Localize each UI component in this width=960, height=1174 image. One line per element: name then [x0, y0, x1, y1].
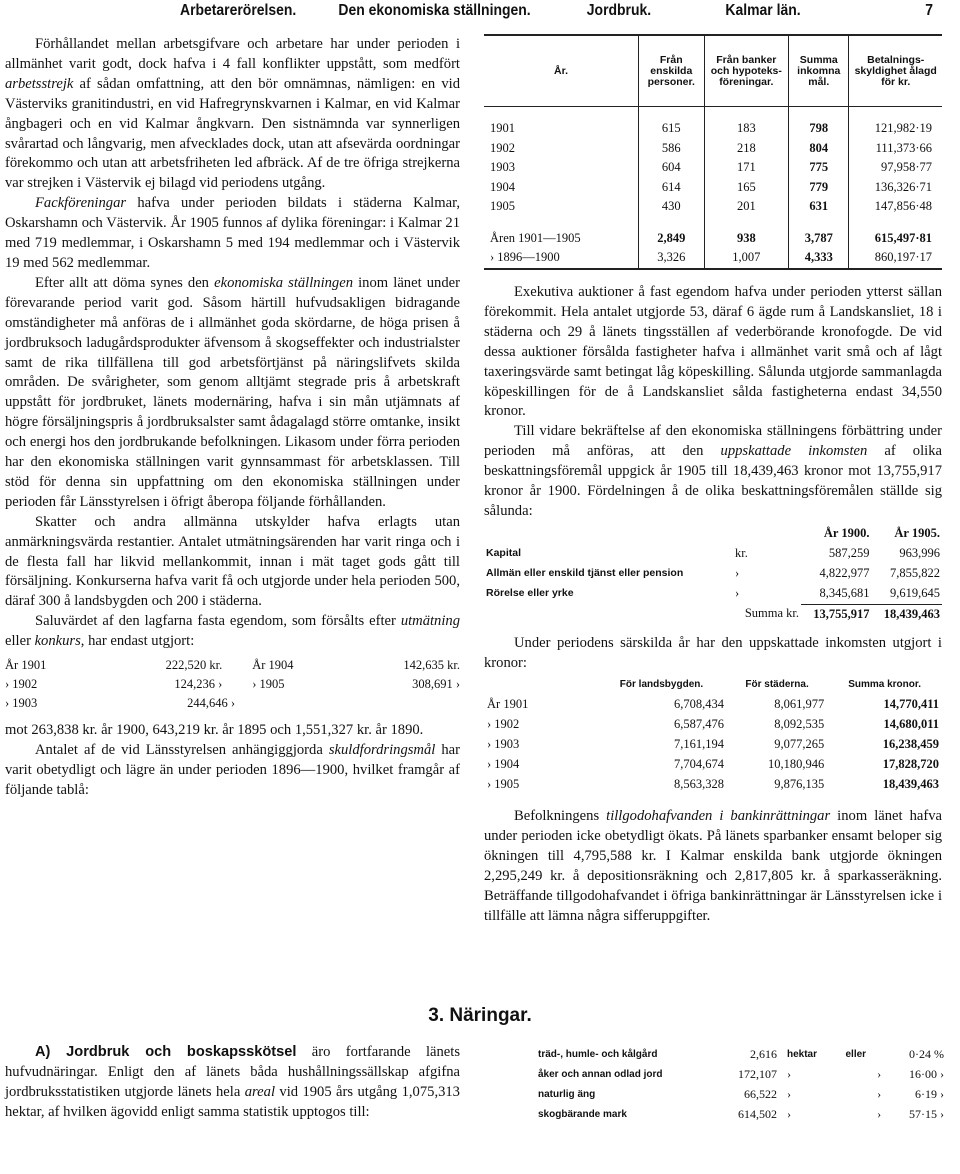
- paragraph-auctions: Exekutiva auktioner å fast egendom hafva under perioden ytterst sällan förekommit. Hela antalet utgjorde 53, däraf 6 ägde rum å Landskansliet, 18 i städerna och 29 å länets tingsställen af vederbörande kronofogde. De vid dessa auktioner försålda fastigheter hafva i allmänhet varit små och af lågt taxeringsvärde samt betingat låg köpeskilling. Sålunda utgjorde sammanlagda köpeskillingen för de å Landskansliet sålda fastigheterna endast 34,550 kronor.: [484, 284, 942, 420]
- table-row: Rörelse eller yrke › 8,345,681 9,619,645: [484, 584, 942, 604]
- table-row: naturlig äng 66,522 › › 6·19 ›: [538, 1086, 944, 1101]
- table-total-row: › 1896—1900 3,326 1,007 4,333 860,197·17: [484, 248, 942, 269]
- table-row: › 1905 8,563,328 9,876,135 18,439,463: [487, 777, 939, 792]
- land-use-table-wrap: [536, 1044, 946, 1124]
- table-row: › 1902 6,587,476 8,092,535 14,680,011: [487, 717, 939, 732]
- paragraph-sale-value: Saluvärdet af den lagfarna fasta egendom, som försålts efter utmätning eller konkurs, har endast utgjort:: [5, 613, 460, 650]
- page-number: 7: [925, 2, 933, 19]
- paragraph-yearly-income: Under periodens särskilda år har den uppskattade inkomsten utgjort i kronor:: [484, 635, 942, 672]
- paragraph-strikes: Förhållandet mellan arbetsgifvare och arbetare har under perioden i allmänhet varit godt, dock hafva i 4 fall konflikter uppstått, som medfört arbetsstrejk af sådan omfattning, att den bör omnämnas, nämligen: en vid Västerviks granitindustri, en vid Hafregrynskvarnen i Kalmar, en vid Kalmar ångbageri och en vid Kalmar ångkvarn. Den sistnämnda var synnerligen svårartad och långvarig, men afvecklades dock, utan att afsevärda oordningar förekommo och utan att arbetsfriheten led afbräck. Af de tre öfriga strejkerna var strejken i Västervik ej bilagd vid periodens utgång.: [5, 36, 460, 192]
- right-column: [484, 283, 942, 927]
- table-row: 1905 430 201 631 147,856·48: [484, 197, 942, 217]
- paragraph-bank-deposits: Befolkningens tillgodohafvanden i bankinrättningar inom länet hafva under perioden icke obetydligt ökats. På länets sparbanker ensamt beloper sig ökningen till 4,795,588 kr. I Kalmar enskilda bank utgjorde ökningen 2,295,249 kr. å depositionsräkning och 2,817,805 kr. å sparkasseräkning. Beträffande tillgodohafvandet i öfriga bankinrättningar är Länsstyrelsen icke i tillfälle att lämna några sifferuppgifter.: [484, 808, 942, 924]
- debt-cases-table: [484, 34, 942, 270]
- table-row: Allmän eller enskild tjänst eller pension › 4,822,977 7,855,822: [486, 565, 940, 580]
- table-row: åker och annan odlad jord 172,107 › › 16·00 ›: [538, 1066, 944, 1081]
- agriculture-paragraph: A) Jordbruk och boskapsskötsel äro fortfarande länets hufvudnäringar. Enligt den af länets båda hushållningssällskap afgifna jordbruksstatistiken utgjorde länets hela areal vid 1905 års utgång 1,075,313 hektar, af hvilken ägovidd enligt samma statistik upptogos till:: [5, 1044, 461, 1120]
- table-row: › 1904 7,704,674 10,180,946 17,828,720: [487, 757, 939, 772]
- header-county: Kalmar län.: [725, 2, 801, 19]
- table-row: 1904 614 165 779 136,326·71: [484, 178, 942, 198]
- paragraph-comparison: mot 263,838 kr. år 1900, 643,219 kr. år 1895 och 1,551,327 kr. år 1890.: [5, 722, 424, 739]
- table-row: 1901 615 183 798 121,982·19: [484, 119, 942, 139]
- table-row: 1902 586 218 804 111,373·66: [484, 139, 942, 159]
- header-section-1: Arbetarerörelsen.: [180, 2, 297, 19]
- income-distribution-table: År 1900. År 1905. Kapital kr. 587,259 963,996 Allmän eller enskild tjänst eller pension › 4,822,977 7,855,822 Rörelse eller yrke › 8,345,681 9,619,645 Summa kr. 13,755,917 18,439,463: [484, 524, 942, 625]
- running-header: [0, 0, 933, 22]
- section-title: 3. Näringar.: [428, 1005, 532, 1026]
- table-total-row: Summa kr. 13,755,917 18,439,463: [744, 606, 940, 621]
- table-row: träd-, humle- och kålgård 2,616 hektar eller 0·24 %: [538, 1046, 944, 1061]
- header-section-3: Jordbruk.: [586, 2, 652, 19]
- paragraph-income: Till vidare bekräftelse af den ekonomiska ställningens förbättring under perioden må anföras, att den uppskattade inkomsten af olika beskattningsföremål uppgick år 1905 till 18,439,463 kronor mot 13,755,917 kronor år 1900. Fördelningen å de olika beskattningsföremålen ställde sig sålunda:: [484, 423, 942, 519]
- yearly-income-table: För landsbygden. För städerna. Summa kronor. År 1901 6,708,434 8,061,977 14,770,411 › 1902 6,587,476 8,092,535 14,680,011 › 1903 7,161,194 9,077,265 16,238,459 › 1904 7,704,674 10,180,946 17,828,720 › 1905 8,563,328 9,876,135 18,439,463: [484, 678, 942, 795]
- header-section-2: Den ekonomiska ställningen.: [338, 2, 531, 19]
- table-row: År 1901 6,708,434 8,061,977 14,770,411: [487, 697, 939, 712]
- list-item: År 1901 222,520 kr. År 1904 142,635 kr.: [5, 658, 461, 673]
- table-row: Kapital kr. 587,259 963,996: [486, 545, 940, 560]
- land-use-table: [536, 1044, 946, 1124]
- sale-value-list: [5, 656, 460, 713]
- left-column: [5, 35, 460, 801]
- paragraph-debt-cases: Antalet af de vid Länsstyrelsen anhängiggjorda skuldfordringsmål har varit obetydligt och lägre än under perioden 1896—1900, hvilket framgår af följande tablå:: [5, 742, 460, 798]
- paragraph-economy: Efter allt att döma synes den ekonomiska ställningen inom länet under förevarande period varit god. Såsom härtill hufvudsakligen bidragande omständigheter må anföras de i allmänhet goda skördarne, de höga prisen å jordbruksoch ladugårdsprodukter äfvensom å skogseffekter och industrialster samt de rika tillfällena till god arbetsförtjänst på näringslifvets skilda områden. De svårigheter, som genom alltjämt stegrade pris å arbetskraft uppstått för jordbruket, länets modernäring, hafva i sin mån utjämnats af högre försäljningspris å jordbruksalster samt ådagalagd större omtanke, insikt och energi hos den jordbrukande befolkningen. Likasom under förra perioden har den ekonomiska ställningen varit gynnsammast för arbetsklassen. Till stöd för denna sin uppfattning om den ekonomiska ställningen under perioden får Länsstyrelsen i öfrigt åberopa följande förhållanden.: [5, 274, 460, 510]
- table-row: › 1903 7,161,194 9,077,265 16,238,459: [487, 737, 939, 752]
- paragraph-trade-unions: Fackföreningar hafva under perioden bildats i städerna Kalmar, Oskarshamn och Västervik. År 1905 funnos af dylika föreningar: i Kalmar 21 med 719 medlemmar, i Oskarshamn 5 med 194 medlemmar och i Västervik 19 med 562 medlemmar.: [5, 195, 460, 271]
- table-row: skogbärande mark 614,502 › › 57·15 ›: [538, 1106, 944, 1121]
- list-item: › 1902 124,236 › › 1905 308,691 ›: [5, 677, 461, 692]
- table-row: 1903 604 171 775 97,958·77: [484, 158, 942, 178]
- table-total-row: Åren 1901—1905 2,849 938 3,787 615,497·81: [484, 229, 942, 249]
- table-header-row: År. Från enskilda personer. Från banker och hypoteks-föreningar. Summa inkomna mål. Betalnings-skyldighet ålagd för kr.: [484, 35, 942, 107]
- list-item: › 1903 244,646 ›: [5, 696, 235, 711]
- paragraph-taxes: Skatter och andra allmänna utskylder hafva erlagts utan anmärkningsvärda restantier. Antalet utmätningsärenden har varit ringa och i de flesta fall har likvid mellankommit, innan i mät taget gods gått till försäljning. Konkurserna hafva varit få och utgjorde under hela perioden 500, däraf 300 å landsbygden och 200 i städerna.: [5, 513, 460, 610]
